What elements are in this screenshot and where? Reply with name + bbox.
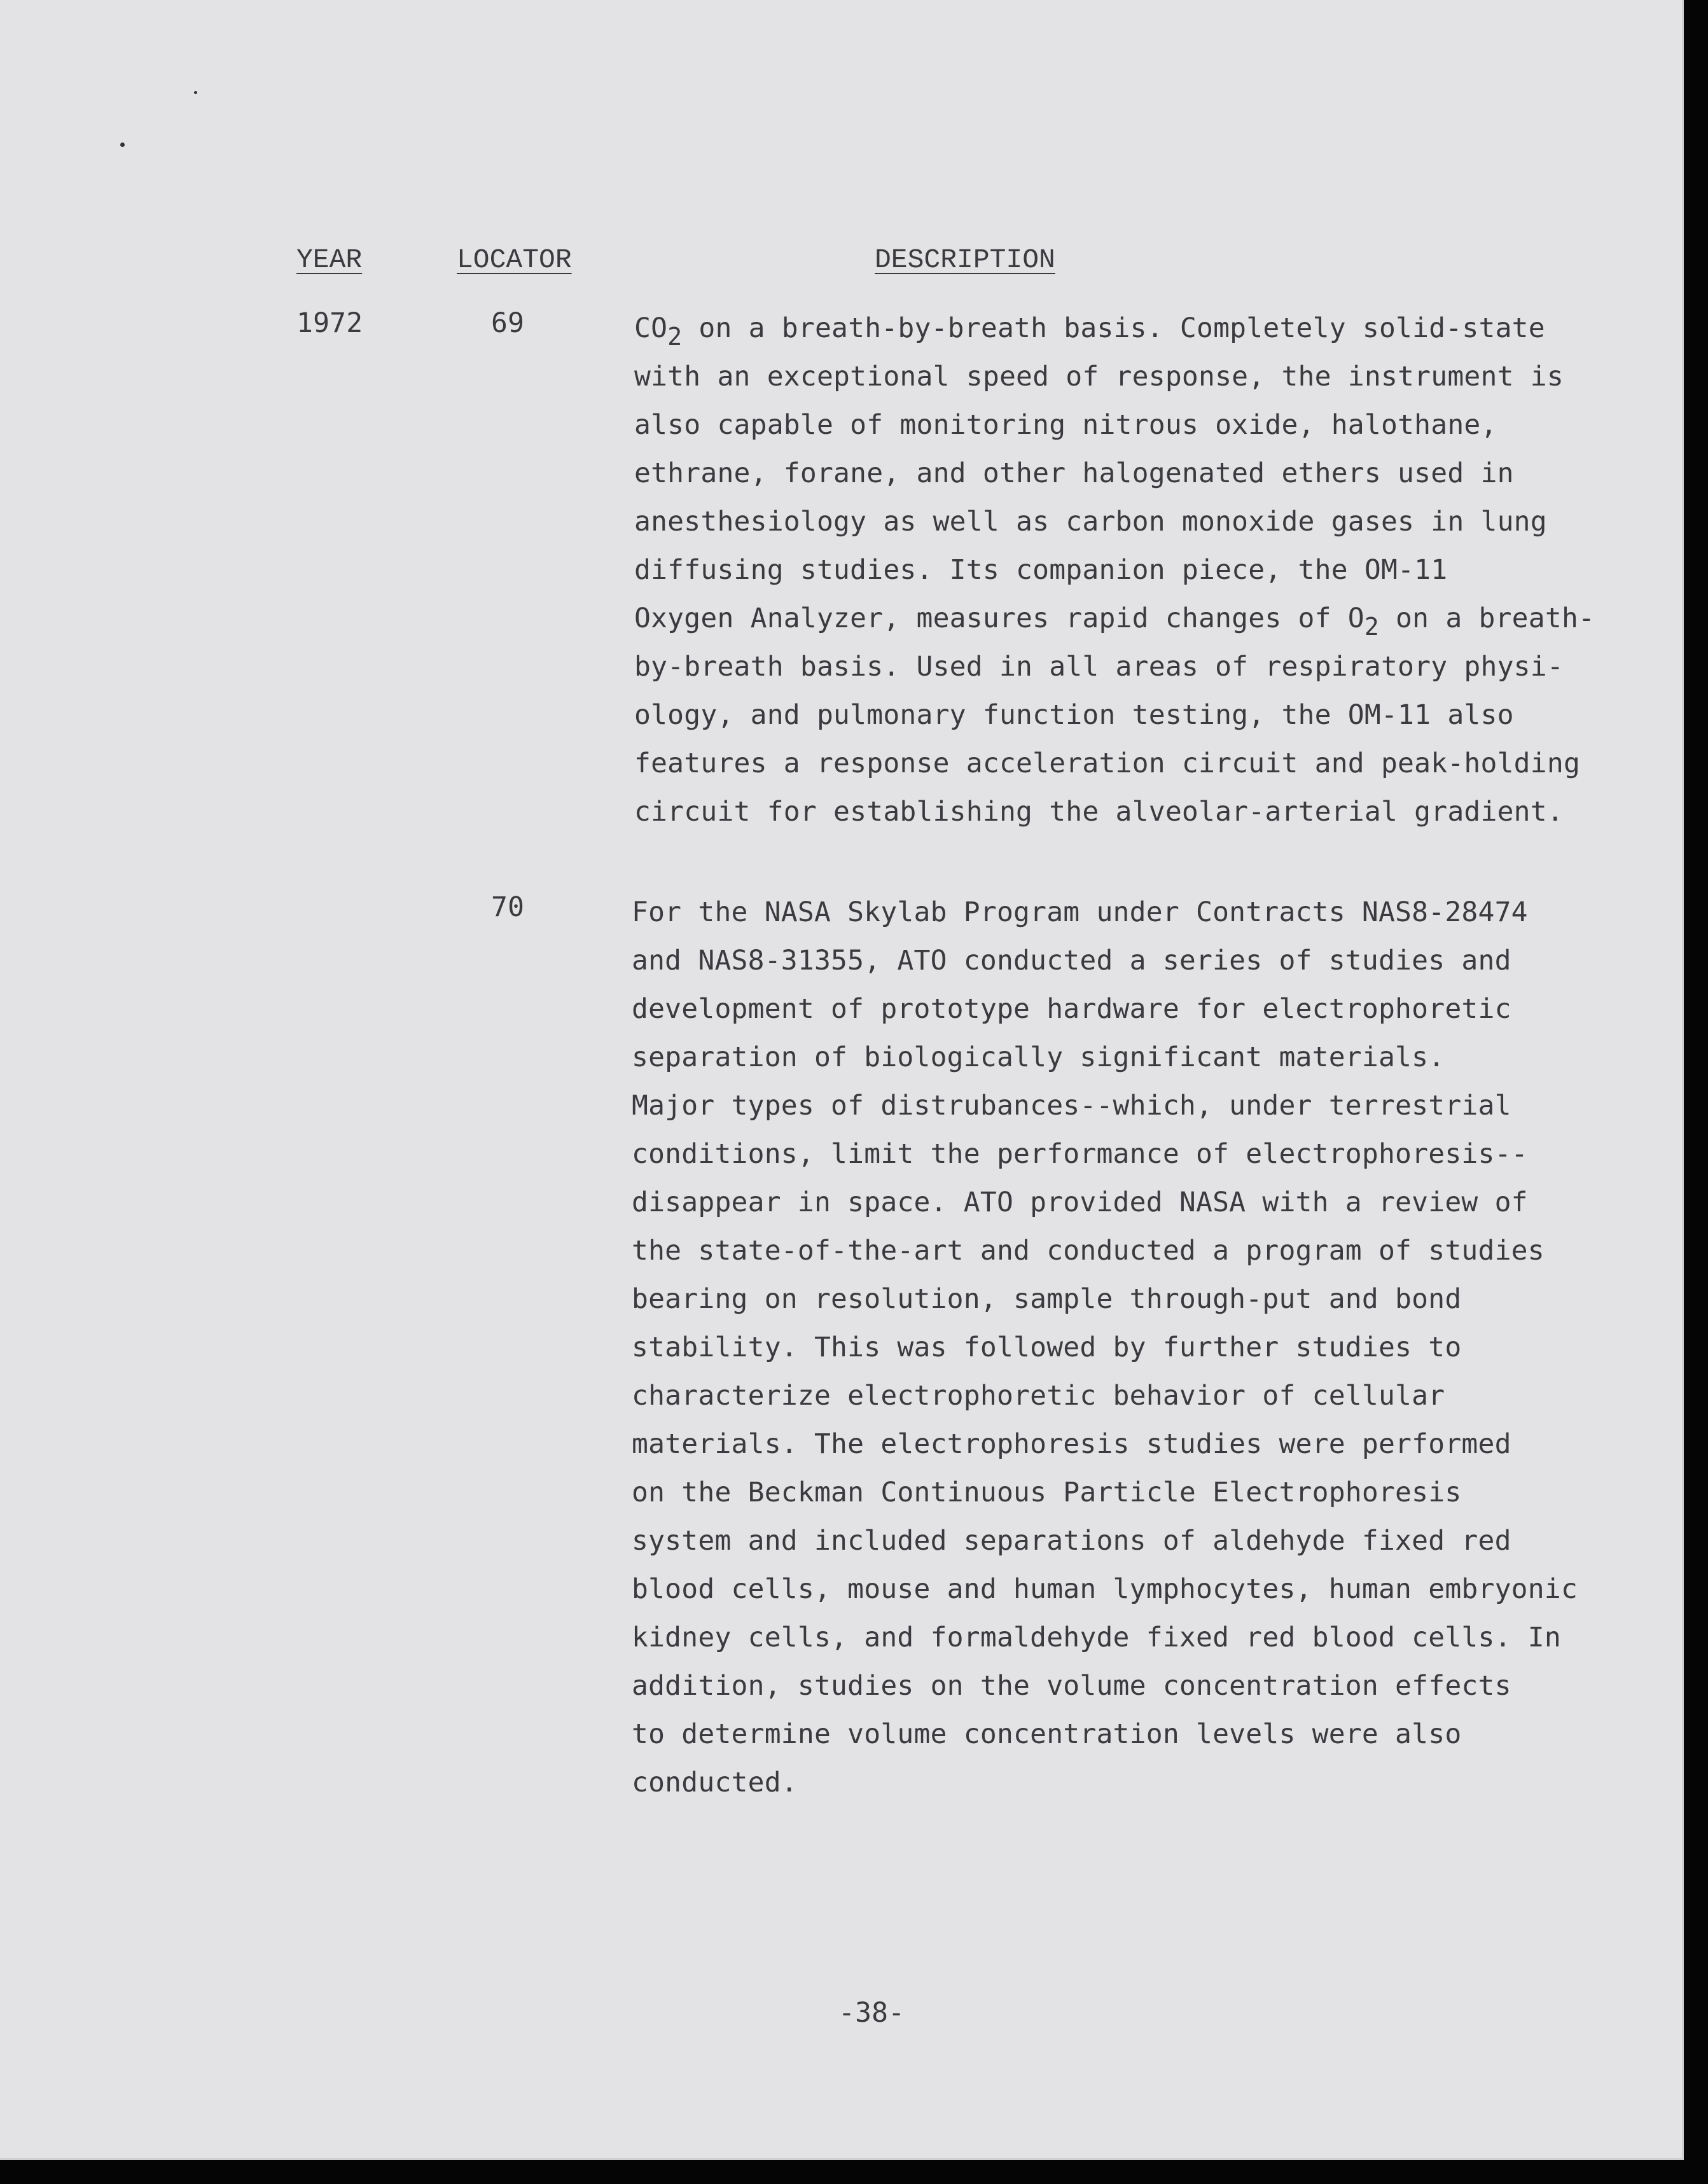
description-line: and NAS8-31355, ATO conducted a series of studies and (632, 945, 1511, 977)
description-line: ology, and pulmonary function testing, the OM-11 also (634, 699, 1514, 731)
description-line: addition, studies on the volume concentration effects (632, 1670, 1511, 1702)
entry-locator: 70 (491, 891, 525, 923)
description-line: stability. This was followed by further studies to (632, 1332, 1462, 1363)
entry-description (632, 888, 1578, 1807)
description-line: ethrane, forane, and other halogenated ethers used in (634, 457, 1514, 489)
description-line: anesthesiology as well as carbon monoxide gases in lung (634, 506, 1547, 538)
line-text: Oxygen Analyzer, measures rapid changes of O (634, 602, 1364, 634)
scan-speck (194, 91, 197, 94)
header-locator: LOCATOR (457, 244, 572, 275)
entry-year: 1972 (296, 307, 363, 339)
line-text: on a breath- (1378, 602, 1595, 634)
subscript: 2 (1364, 613, 1379, 641)
description-line: Major types of distrubances--which, under terrestrial (632, 1090, 1511, 1122)
description-line: kidney cells, and formaldehyde fixed red blood cells. In (632, 1622, 1561, 1653)
description-line: on the Beckman Continuous Particle Electrophoresis (632, 1477, 1462, 1508)
description-line: separation of biologically significant materials. (632, 1041, 1445, 1073)
description-line (634, 594, 1595, 643)
description-line: also capable of monitoring nitrous oxide, halothane, (634, 409, 1497, 441)
header-description: DESCRIPTION (875, 244, 1055, 275)
description-line: conducted. (632, 1767, 798, 1798)
description-line: development of prototype hardware for electrophoretic (632, 993, 1511, 1025)
description-line: circuit for establishing the alveolar-arterial gradient. (634, 796, 1564, 828)
description-line: system and included separations of aldehyde fixed red (632, 1525, 1511, 1557)
description-line: to determine volume concentration levels were also (632, 1718, 1462, 1750)
entry-description (634, 304, 1595, 836)
header-year: YEAR (296, 244, 363, 275)
description-line: characterize electrophoretic behavior of cellular (632, 1380, 1445, 1412)
description-line: diffusing studies. Its companion piece, the OM-11 (634, 554, 1448, 586)
description-line: the state-of-the-art and conducted a program of studies (632, 1235, 1545, 1267)
description-line: materials. The electrophoresis studies were performed (632, 1428, 1511, 1460)
description-line: blood cells, mouse and human lymphocytes, human embryonic (632, 1573, 1578, 1605)
description-line: bearing on resolution, sample through-put and bond (632, 1283, 1462, 1315)
subscript: 2 (667, 323, 683, 351)
description-line: with an exceptional speed of response, the instrument is (634, 361, 1564, 393)
description-line: features a response acceleration circuit and peak-holding (634, 748, 1581, 779)
description-line: disappear in space. ATO provided NASA with a review of (632, 1186, 1528, 1218)
line-text: on a breath-by-breath basis. Completely solid-state (682, 312, 1545, 344)
description-line: conditions, limit the performance of electrophoresis-- (632, 1138, 1528, 1170)
description-line: by-breath basis. Used in all areas of respiratory physi- (634, 651, 1564, 683)
page-number: -38- (838, 1997, 905, 2029)
description-line (634, 304, 1595, 352)
line-text: CO (634, 312, 668, 344)
entry-locator: 69 (491, 307, 525, 339)
scan-speck (120, 143, 125, 147)
description-line: For the NASA Skylab Program under Contracts NAS8-28474 (632, 896, 1528, 928)
